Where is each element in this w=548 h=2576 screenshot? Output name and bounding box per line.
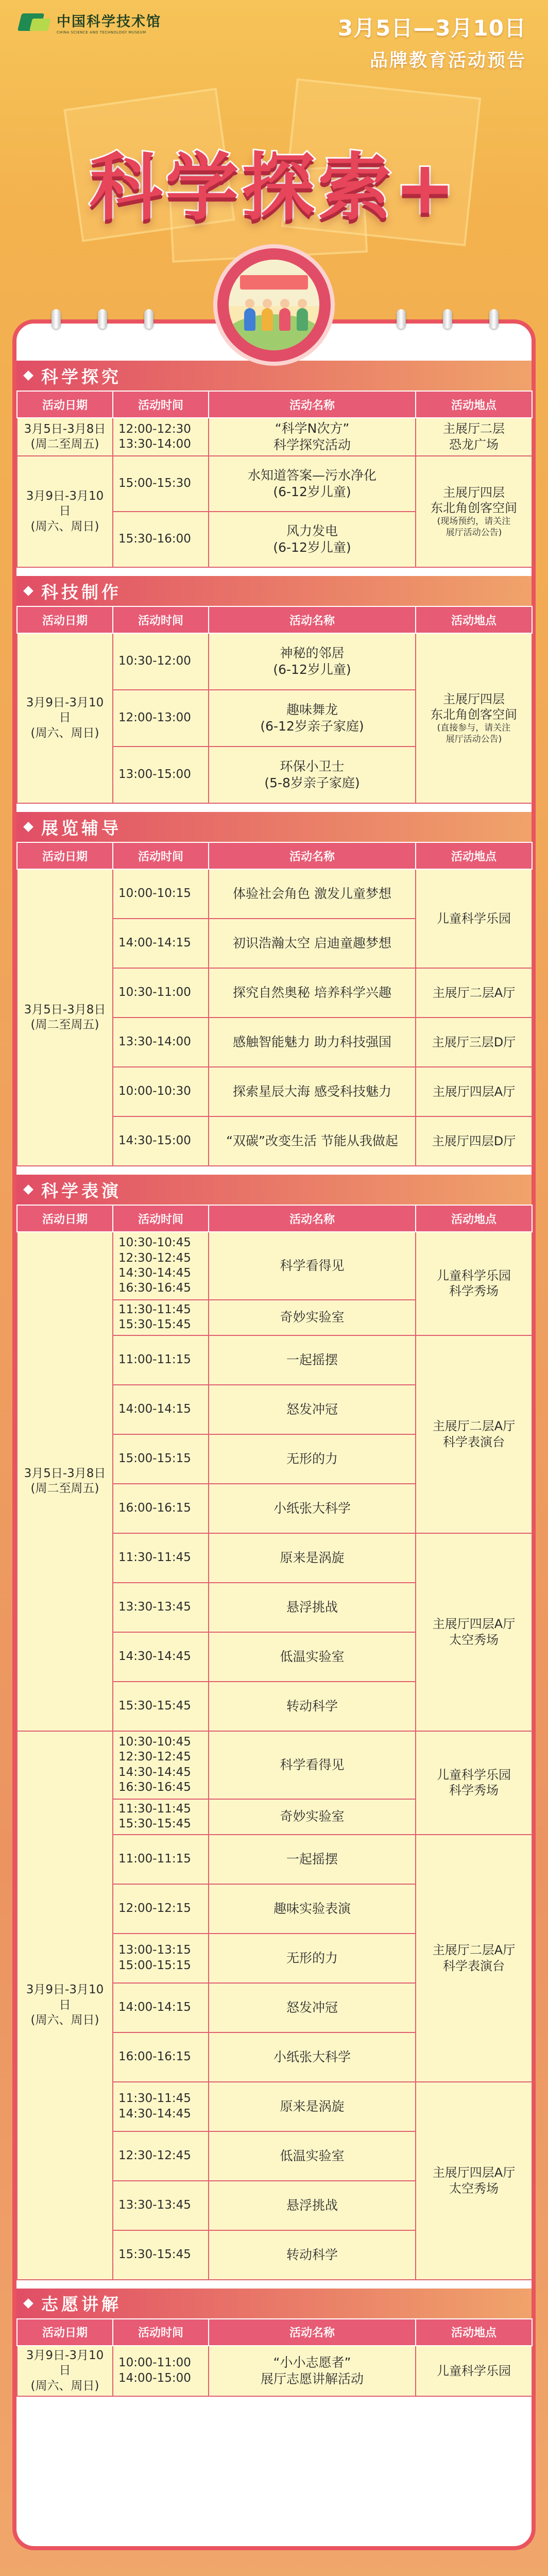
section-title <box>16 576 532 606</box>
activity-time: 14:00-14:15 <box>113 1983 209 2032</box>
column-header: 活动时间 <box>113 842 209 869</box>
table-row <box>17 2346 532 2396</box>
activity-name: 奇妙实验室 <box>209 1799 416 1835</box>
section-title <box>16 1175 532 1205</box>
activity-time: 15:00-15:15 <box>113 1434 209 1484</box>
column-header: 活动日期 <box>17 1205 113 1232</box>
column-header: 活动地点 <box>416 606 532 633</box>
column-header: 活动地点 <box>416 391 532 418</box>
activity-time: 12:00-12:15 <box>113 1884 209 1934</box>
activity-time: 11:00-11:15 <box>113 1335 209 1385</box>
activity-time: 13:30-13:45 <box>113 1583 209 1632</box>
activity-time: 10:30-12:00 <box>113 633 209 690</box>
section-title <box>16 812 532 842</box>
activity-name: 原来是涡旋 <box>209 2082 416 2131</box>
activity-location <box>416 1232 532 1335</box>
activity-name: 转动科学 <box>209 2230 416 2280</box>
activity-date: 3月9日-3月10日 (周六、周日) <box>17 1731 113 2280</box>
activity-name: 怒发冲冠 <box>209 1983 416 2032</box>
section-title-text: 展览辅导 <box>41 818 122 838</box>
logo-name-cn: 中国科学技术馆 <box>57 14 161 30</box>
section-3 <box>16 1175 532 2280</box>
activity-location <box>416 1067 532 1116</box>
activity-name: 水知道答案—污水净化 (6-12岁儿童) <box>209 456 416 512</box>
kids-illustration-icon <box>229 260 319 350</box>
activity-name: 一起摇摆 <box>209 1835 416 1884</box>
column-header: 活动日期 <box>17 2319 113 2346</box>
table-row <box>17 456 532 512</box>
location-text: 主展厅四层D厅 <box>432 1133 516 1148</box>
column-header: 活动日期 <box>17 842 113 869</box>
activity-time: 13:00-13:15 15:00-15:15 <box>113 1934 209 1983</box>
activity-time: 15:00-15:30 <box>113 456 209 512</box>
activity-name: 感触智能魅力 助力科技强国 <box>209 1018 416 1067</box>
section-title-text: 科技制作 <box>41 582 122 602</box>
event-dates: 3月5日—3月10日 <box>337 15 526 41</box>
section-4 <box>16 2289 532 2397</box>
activity-time: 11:30-11:45 15:30-15:45 <box>113 1300 209 1335</box>
diamond-bullet-icon <box>23 586 33 596</box>
activity-name: 悬浮挑战 <box>209 1583 416 1632</box>
activity-name: 小纸张大科学 <box>209 2032 416 2082</box>
activity-time: 11:30-11:45 15:30-15:45 <box>113 1799 209 1835</box>
table-row <box>17 1731 532 1799</box>
activity-time: 15:30-15:45 <box>113 2230 209 2280</box>
schedule-table <box>16 606 533 804</box>
activity-time: 15:30-15:45 <box>113 1682 209 1731</box>
diamond-bullet-icon <box>23 370 33 381</box>
activity-name: 神秘的邻居 (6-12岁儿童) <box>209 633 416 690</box>
activity-time: 10:30-10:45 12:30-12:45 14:30-14:45 16:30-16:45 <box>113 1232 209 1300</box>
activity-time: 10:00-10:30 <box>113 1067 209 1116</box>
activity-location <box>416 1018 532 1067</box>
column-header: 活动时间 <box>113 606 209 633</box>
column-header: 活动名称 <box>209 606 416 633</box>
activity-time: 15:30-16:00 <box>113 512 209 567</box>
section-title-text: 科学表演 <box>41 1180 122 1201</box>
column-header: 活动时间 <box>113 391 209 418</box>
activity-name: 趣味实验表演 <box>209 1884 416 1934</box>
activity-location <box>416 968 532 1018</box>
activity-name: 转动科学 <box>209 1682 416 1731</box>
location-text: 儿童科学乐园 科学秀场 <box>437 1767 511 1798</box>
activity-name: 一起摇摆 <box>209 1335 416 1385</box>
activity-time: 11:30-11:45 14:30-14:45 <box>113 2082 209 2131</box>
activity-location <box>416 869 532 968</box>
activity-time: 12:30-12:45 <box>113 2131 209 2181</box>
section-title <box>16 2289 532 2318</box>
table-row <box>17 418 532 456</box>
activity-name: “双碳”改变生活 节能从我做起 <box>209 1116 416 1166</box>
activity-location <box>416 1116 532 1166</box>
museum-logo-icon <box>20 11 52 34</box>
activity-name: 科学看得见 <box>209 1731 416 1799</box>
location-text: 主展厅二层A厅 科学表演台 <box>432 1419 516 1449</box>
diamond-bullet-icon <box>23 822 33 832</box>
column-header: 活动时间 <box>113 2319 209 2346</box>
activity-location <box>416 456 532 567</box>
column-header: 活动日期 <box>17 606 113 633</box>
activity-date: 3月5日-3月8日 (周二至周五) <box>17 1232 113 1731</box>
activity-name: 悬浮挑战 <box>209 2181 416 2230</box>
museum-logo <box>20 10 161 35</box>
activity-time: 14:30-15:00 <box>113 1116 209 1166</box>
column-header: 活动名称 <box>209 1205 416 1232</box>
table-row <box>17 1232 532 1300</box>
section-title-text: 科学探究 <box>41 366 122 387</box>
activity-name: 小纸张大科学 <box>209 1484 416 1533</box>
activity-name: 原来是涡旋 <box>209 1533 416 1583</box>
location-note: (直接参与，请关注 展厅活动公告) <box>437 722 511 744</box>
activity-time: 10:00-11:00 14:00-15:00 <box>113 2346 209 2396</box>
activity-name: 无形的力 <box>209 1934 416 1983</box>
activity-time: 14:00-14:15 <box>113 919 209 968</box>
column-header: 活动地点 <box>416 1205 532 1232</box>
schedule-table <box>16 842 533 1166</box>
activity-name: 风力发电 (6-12岁儿童) <box>209 512 416 567</box>
section-1 <box>16 576 532 804</box>
activity-location <box>416 1835 532 2082</box>
activity-name: 低温实验室 <box>209 2131 416 2181</box>
schedule-table <box>16 391 533 568</box>
activity-time: 13:30-14:00 <box>113 1018 209 1067</box>
activity-name: “科学N次方” 科学探究活动 <box>209 418 416 456</box>
activity-time: 10:00-10:15 <box>113 869 209 919</box>
column-header: 活动日期 <box>17 391 113 418</box>
activity-name: “小小志愿者” 展厅志愿讲解活动 <box>209 2346 416 2396</box>
location-text: 主展厅二层A厅 <box>432 985 516 1000</box>
location-text: 主展厅二层A厅 科学表演台 <box>432 1943 516 1973</box>
location-text: 主展厅四层 东北角创客空间 <box>431 691 517 722</box>
table-row <box>17 869 532 919</box>
activity-name: 奇妙实验室 <box>209 1300 416 1335</box>
location-text: 主展厅四层A厅 <box>432 1084 516 1099</box>
column-header: 活动地点 <box>416 842 532 869</box>
activity-date: 3月9日-3月10日 (周六、周日) <box>17 633 113 803</box>
location-text: 主展厅三层D厅 <box>432 1035 516 1049</box>
schedule-sections <box>16 361 532 2405</box>
location-note: (现场预约，请关注 展厅活动公告) <box>437 516 511 538</box>
activity-name: 怒发冲冠 <box>209 1385 416 1434</box>
activity-name: 探究自然奥秘 培养科学兴趣 <box>209 968 416 1018</box>
activity-name: 趣味舞龙 (6-12岁亲子家庭) <box>209 690 416 747</box>
column-header: 活动名称 <box>209 391 416 418</box>
activity-time: 12:00-13:00 <box>113 690 209 747</box>
column-header: 活动名称 <box>209 842 416 869</box>
activity-name: 无形的力 <box>209 1434 416 1484</box>
activity-name: 初识浩瀚太空 启迪童趣梦想 <box>209 919 416 968</box>
activity-location <box>416 633 532 803</box>
activity-location <box>416 1731 532 1835</box>
activity-location <box>416 418 532 456</box>
diamond-bullet-icon <box>23 1184 33 1195</box>
activity-name: 低温实验室 <box>209 1632 416 1682</box>
activity-time: 16:00-16:15 <box>113 2032 209 2082</box>
activity-time: 13:30-13:45 <box>113 2181 209 2230</box>
activity-time: 12:00-12:30 13:30-14:00 <box>113 418 209 456</box>
location-text: 主展厅四层 东北角创客空间 <box>431 485 517 516</box>
activity-location <box>416 1533 532 1731</box>
location-text: 主展厅四层A厅 太空秀场 <box>432 2165 516 2196</box>
location-text: 主展厅四层A厅 太空秀场 <box>432 1617 516 1647</box>
schedule-table <box>16 1205 533 2280</box>
activity-time: 10:30-10:45 12:30-12:45 14:30-14:45 16:30-16:45 <box>113 1731 209 1799</box>
column-header: 活动名称 <box>209 2319 416 2346</box>
kids-illustration-emblem <box>213 244 335 366</box>
table-row <box>17 633 532 690</box>
section-title-text: 志愿讲解 <box>41 2294 122 2315</box>
activity-name: 探索星辰大海 感受科技魅力 <box>209 1067 416 1116</box>
activity-name: 科学看得见 <box>209 1232 416 1300</box>
activity-date: 3月5日-3月8日 (周二至周五) <box>17 869 113 1166</box>
location-text: 儿童科学乐园 <box>437 2363 511 2378</box>
diamond-bullet-icon <box>23 2298 33 2309</box>
column-header: 活动地点 <box>416 2319 532 2346</box>
activity-time: 14:30-14:45 <box>113 1632 209 1682</box>
activity-time: 16:00-16:15 <box>113 1484 209 1533</box>
activity-time: 13:00-15:00 <box>113 747 209 803</box>
location-text: 主展厅二层 恐龙广场 <box>443 421 505 452</box>
section-0 <box>16 361 532 568</box>
activity-name: 环保小卫士 (5-8岁亲子家庭) <box>209 747 416 803</box>
event-subtitle: 品牌教育活动预告 <box>369 50 526 71</box>
activity-location <box>416 2346 532 2396</box>
activity-name: 体验社会角色 激发儿童梦想 <box>209 869 416 919</box>
location-text: 儿童科学乐园 科学秀场 <box>437 1268 511 1299</box>
column-header: 活动时间 <box>113 1205 209 1232</box>
hero-title: 科学探索+ <box>89 145 459 230</box>
section-2 <box>16 812 532 1166</box>
logo-name-en: CHINA SCIENCE AND TECHNOLOGY MUSEUM <box>57 30 146 35</box>
activity-location <box>416 2082 532 2280</box>
activity-time: 14:00-14:15 <box>113 1385 209 1434</box>
schedule-table <box>16 2318 533 2397</box>
activity-location <box>416 1335 532 1533</box>
activity-date: 3月9日-3月10日 (周六、周日) <box>17 456 113 567</box>
location-text: 儿童科学乐园 <box>437 911 511 926</box>
activity-time: 10:30-11:00 <box>113 968 209 1018</box>
activity-time: 11:30-11:45 <box>113 1533 209 1583</box>
activity-time: 11:00-11:15 <box>113 1835 209 1884</box>
activity-date: 3月5日-3月8日 (周二至周五) <box>17 418 113 456</box>
activity-date: 3月9日-3月10日 (周六、周日) <box>17 2346 113 2396</box>
